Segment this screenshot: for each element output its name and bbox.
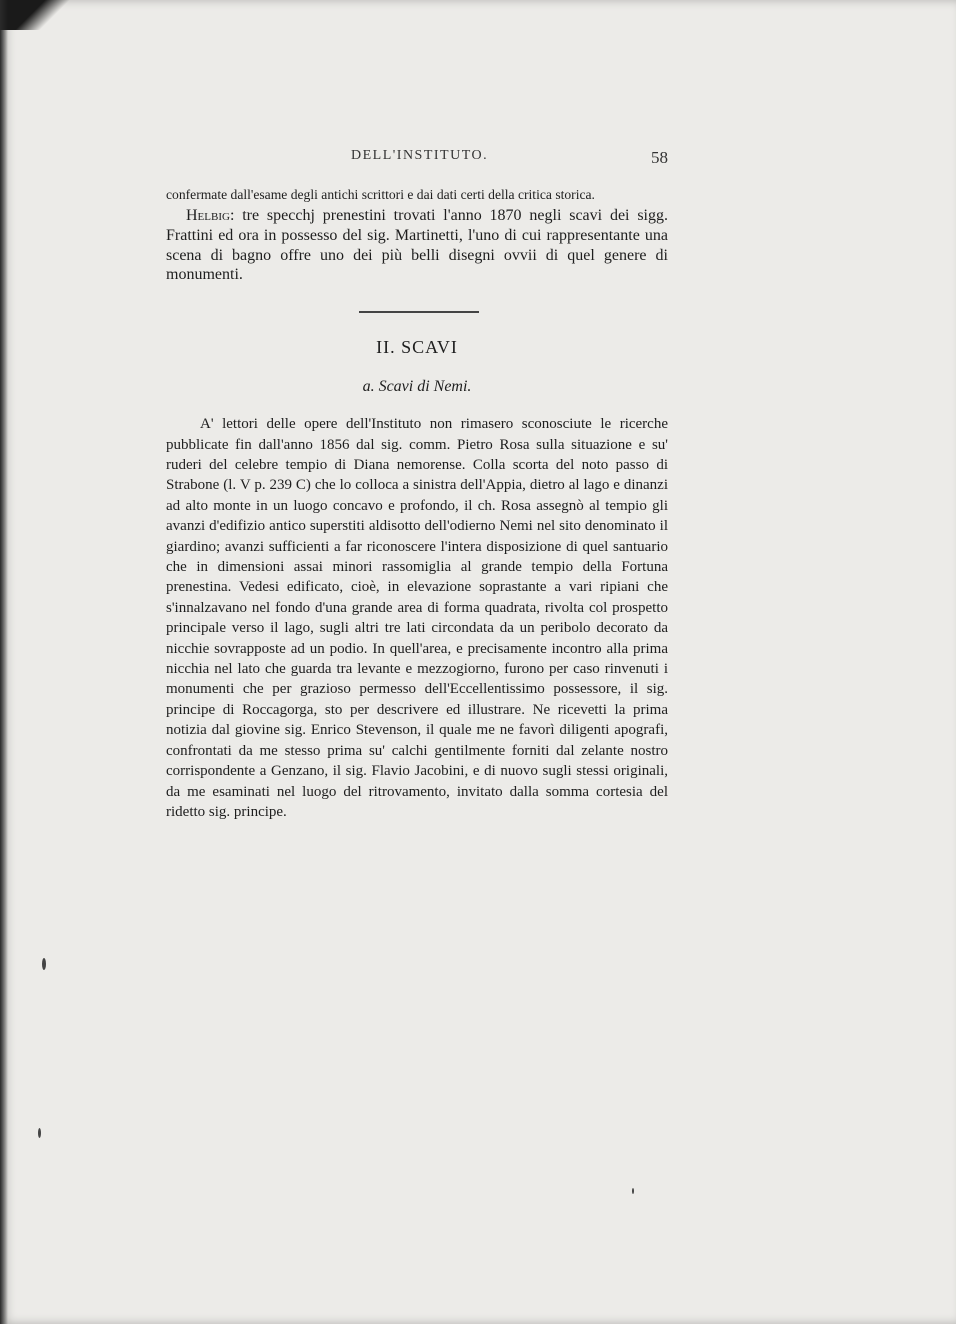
ink-speck [632, 1188, 634, 1194]
helbig-text: : tre specchj prenestini trovati l'anno 1870 negli scavi dei sigg. Frattini ed ora in possesso del sig. Martinetti, l'uno di cui rappresentante una scena di bagno offre uno dei più belli disegni ovvii di quel genere di monumenti. [166, 207, 668, 284]
page-number: 58 [651, 148, 668, 167]
scan-shadow-edge [0, 0, 8, 1324]
ink-speck [38, 1128, 41, 1138]
body-paragraph: A' lettori delle opere dell'Instituto non rimasero sconosciute le ricerche pubblicate fin dall'anno 1856 dal sig. comm. Pietro Rosa sulla situazione e su' ruderi del celebre tempio di Diana nemorense. Colla scorta del noto passo di Strabone (l. V p. 239 C) che lo colloca a sinistra dell'Appia, dietro al lago e dinanzi ad alto monte in un luogo concavo e profondo, il ch. Rosa assegnò al tempio gli avanzi d'edifizio antico superstiti aldisotto dell'odierno Nemi nel sito denominato il giardino; avanzi sufficienti a far riconoscere l'intera disposizione di quel santuario che in dimensioni assai minori rassomiglia al grande tempio della Fortuna prenestina. Vedesi edificato, cioè, in elevazione soprastante a vari ripiani che s'innalzavano nel fondo d'una grande area di forma quadrata, rivolta col prospetto principale verso il lago, sugli altri tre lati circondata da un peribolo decorato da nicchie sovrapposte ad un podio. In quell'area, e precisamente incontro alla prima nicchia nel lato che guarda tra levante e mezzogiorno, furono per caso rinvenuti i monumenti che per grazioso permesso dell'Eccellentissimo possessore, il sig. principe di Roccagorga, sto per descrivere ed illustrare. Ne ricevetti la prima notizia dal giovine sig. Enrico Stevenson, il quale me ne favorì diligenti apografi, confrontati da me stesso prima su' calchi gentilmente forniti dal zelante nostro corrispondente a Genzano, il sig. Flavio Jacobini, e di nuovo sugli stessi originali, da me esaminati nel luogo del ritrovamento, invitato dalla somma cortesia del ridetto sig. principe. [166, 416, 668, 820]
section-title: II. SCAVI [376, 337, 458, 358]
ink-speck [42, 958, 46, 970]
section-divider [359, 311, 479, 313]
author-name: Helbig [186, 207, 230, 224]
running-header [166, 148, 668, 170]
scan-shadow-corner [0, 0, 70, 30]
helbig-paragraph [166, 206, 668, 285]
page-text-block [166, 148, 668, 837]
intro-paragraph: confermate dall'esame degli antichi scrittori e dai dati certi della critica storica. [166, 187, 595, 202]
running-title: DELL'INSTITUTO. [351, 148, 489, 163]
subsection-title: a. Scavi di Nemi. [362, 378, 472, 396]
